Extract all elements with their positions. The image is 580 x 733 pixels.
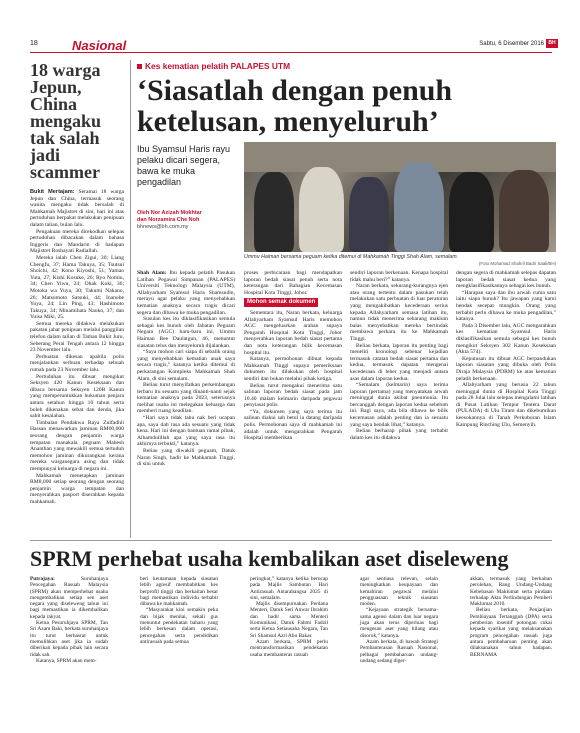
- kicker-text: Kes kematian pelatih PALAPES UTM: [145, 61, 291, 71]
- paragraph-text: akkan, termasuk yang berkaitan perolehan, Rang Undang-Undang Kebebasan Maklumat serta pindaan terhadap Akta Perlindungan Pemberi Maklumat 2010.: [470, 576, 552, 608]
- paragraph: [244, 310, 342, 356]
- paragraph: [137, 270, 235, 316]
- paragraph: [350, 343, 448, 383]
- paragraph: [250, 639, 328, 658]
- dateline: Bukit Mertajam:: [30, 189, 75, 195]
- paragraph: [250, 601, 328, 639]
- paragraph-text: Suruhanjaya Pencegahan Rasuah Malaysia (SPRM) akan memperhebat usaha mengembalikan setiap sen aset negara yang diseleweng tahun ini bagi memastikan ia dikembalikan kepada rakyat.: [30, 576, 108, 620]
- paragraph-text: Azam berkata, SPRM perlu mentransformasikan pendekatan usaha membanteras rasuah: [250, 638, 328, 658]
- byline-author-2: dan Norzamira Che Noh: [137, 216, 200, 223]
- page-header: [0, 0, 580, 53]
- paragraph-text: sendiri laporan berkenaan. Kenapa hospital tidak mahu beri?” katanya.: [350, 270, 448, 283]
- paragraph-text: Azam berkata, di bawah Strategi Pembanterasan Rasuah Nasional, pelbagai pembaharuan undang-undang sedang diger-: [360, 638, 438, 664]
- bottom-story-column-2: [140, 576, 218, 645]
- paragraph-text: Seramai 18 warga Jepun dan China, termasuk seorang wanita mengaku tidak bersalah di Mahkamah Majistret di sini, hari ini atas pertuduhan berpakat melakukan penipuan dalam talian, bulan lalu.: [30, 189, 125, 228]
- paragraph-text: Pada 3 Disember lalu, AGC mengarahkan kes kematian Syamsul Haris diklasifikasikan semula sebagai kes bunuh mengikut Seksyen 302 Kanun Keseksaan (Akta 574).: [456, 322, 556, 356]
- main-story-kicker: [137, 61, 290, 71]
- subheading: Mohon semak dokumen: [244, 298, 318, 307]
- paragraph-text: Pengakuan mereka direkodkan selepas pertuduhan dibacakan dalam bahasa Inggeris dan Mandarin di hadapan Majistret Roshayati Radiallah.: [30, 228, 124, 255]
- paragraph: [360, 576, 438, 607]
- main-story-column-4: [456, 270, 556, 428]
- paragraph: [456, 382, 556, 428]
- paragraph-text: Semua mereka didakwa melakukan pakatan jahat penipuan melalui panggilan telefon dalam talian di Taman Bukit Juru, Seberang Perai Tengah antara 12 hingga 23 November lalu.: [30, 320, 124, 354]
- paragraph-text: peringkat,” katanya ketika berucap pada Majlis Sambutan Hari Antirasuah Antarabangsa 2025 di sini, semalam.: [250, 576, 328, 601]
- paragraph: [137, 316, 235, 349]
- main-story-deck: Ibu Syamsul Haris rayu pelaku dicari segera, bawa ke muka pengadilan: [137, 144, 231, 187]
- paragraph-text: Mahkamah menetapkan jaminan RM8,000 setiap seorang dengan seorang penjamin warga tempatan dan menyerahkan pasport diserahkan kepada mahkamah.: [30, 472, 124, 505]
- paragraph-text: Ketua Pesuruhjaya SPRM, Tan Sri Azam Baki, berkata suruhanjaya itu turut berhasrat untuk memulihkan aset jika ia sudah diberikan kepada pihak lain secara tidak sah.: [30, 620, 108, 658]
- paragraph-text: Allahyarham yang berusia 22 tahun meninggal dunia di Hospital Kota Tinggi pada 28 Julai lalu selepas mengalami latihan di Pusat Latihan Tempur Tentera Darat (PULADA) di Ulu Tiram dan dikebumikan keesokannya di Tanah Perkuburan Islam Kampung Rinching Ulu, Semenyih.: [456, 382, 556, 428]
- main-story-column-2: [244, 270, 342, 442]
- paragraph-text: Perbuatan dikesan apabila polis menjalankan serbuan terhadap sebuah rumah pada 23 November lalu.: [30, 353, 124, 374]
- left-story: [30, 62, 124, 506]
- paragraph: [30, 189, 124, 229]
- header-divider: [30, 52, 552, 53]
- paragraph: [30, 229, 124, 255]
- paragraph-text: “Hari saya tidak tahu nak beri ucapan apa, saya dah rasa ada sesuatu yang tidak kena. Hari ini dengan bantuan ramai pihak, Alhamdulillah apa yang saya rasa itu akhirnya terbukti,” katanya.: [137, 415, 235, 448]
- photo-figure: [299, 167, 344, 252]
- paragraph: [140, 576, 218, 607]
- photo-caption: Ummu Haiman bersama peguam ketika ditemui di Mahkamah Tinggi Shah Alam, semalam.: [244, 254, 459, 260]
- paragraph: [456, 323, 556, 356]
- paragraph: [30, 255, 124, 321]
- paragraph-text: “Semalam (kelmarin) saya terima laporan (pertama) yang menyatakan arwah meninggal dunia akibat pneumonia. Itu bercanggah dengan laporan kedua sebelum ini. Bagi saya, ada bila dibawa ke bilik kecemasan adalah penting dan ia sesuatu yang saya hendak lihat,” katanya.: [350, 382, 448, 428]
- paragraph-text: Beliau yang diwakili peguam, Datuk Naran Singh, hadir ke Mahkamah Tinggi, di sini untuk: [137, 448, 235, 468]
- paragraph-text: beri keutamaan kepada siasatan lebih agresif membabitkan kes berprofil tinggi dan berkaitan besar bagi memastikan individu terbabit dibawa ke mahkamah.: [140, 576, 218, 608]
- page-number: 18: [30, 40, 38, 47]
- paragraph-text: “Harapan saya dan ibu arwah cuma satu iaitu siapa bunuh? Itu jawapan yang kami hendak secepat mungkin. Orang yang terbabit perlu dibawa ke muka pengadilan,” katanya.: [456, 289, 556, 323]
- paragraph: [244, 270, 342, 296]
- paragraph-text: Timbalan Pendakwa Raya Zulfadhli Hassan menawarkan jaminan RM60,000 seorang dengan penjamin warga tempatan manakala peguam Mahesh Ananthan yang mewakili semua tertuduh memohon jaminan dikurangkan kerana mereka warganegara asing dan tidak mempunyai keluarga di negara ini.: [30, 419, 124, 472]
- photo-credit: (Foto Mohamad Shahril Badri Saali/BH): [478, 261, 556, 266]
- bottom-story-column-5: [470, 576, 552, 658]
- photo-figure: [394, 162, 444, 252]
- paragraph-text: Katanya, permohonan dibuat kepada Mahkamah Tinggi supaya pemeriksaan dokumen itu dilakukan oleh hospital sendiri dan bukan melalui pihak ketiga.: [244, 356, 342, 382]
- paragraph: [30, 620, 108, 658]
- paragraph: [470, 607, 552, 657]
- paragraph: [250, 576, 328, 601]
- bottom-story-headline: SPRM perhebat usaha kembalikan aset diseleweng: [30, 546, 509, 571]
- paragraph-text: Sementara itu, Naran berkata, keluarga Allahyarham Syamsul Haris memohon AGC mengeluarkan arahan supaya Pengarah Hospital Kota Tinggi, Johor menyerahkan laporan bedah siasat pertama dan nota keterangan bilik kecemasan hospital itu.: [244, 309, 342, 356]
- bottom-story-column-3: [250, 576, 328, 658]
- photo-figure: [499, 170, 549, 252]
- paragraph: [30, 354, 124, 374]
- photo-figure: [349, 177, 389, 252]
- paragraph: [30, 473, 124, 506]
- paragraph: [360, 607, 438, 638]
- paragraph-text: Pertuduhan itu dibuat mengikut Seksyen 420 Kanun Keseksaan dan dibaca bersama Seksyen 120B Kanun yang memperuntukkan hukuman penjara antara setahun hingga 10 tahun serta boleh dikenakan sebat dan denda, jika sabit kesalahan.: [30, 373, 124, 420]
- paragraph: [244, 356, 342, 382]
- bottom-divider: [30, 540, 552, 541]
- main-story-headline: ‘Siasatlah dengan penuh ketelusan, menyeluruh’: [137, 74, 453, 138]
- photo-figure: [254, 172, 294, 252]
- paragraph: [350, 270, 448, 283]
- paragraph: [350, 428, 448, 441]
- paragraph-text: proses perbicaraan bagi mendapatkan laporan bedah siasat penuh serta nota keterangan dari Bahagian Kecemasan Hospital Kota Tinggi, Johor.: [244, 270, 342, 296]
- paragraph: [30, 658, 108, 664]
- paragraph-text: Keputusan itu dibuat AGC berpandukan laporan siasatan yang dibuka oleh Polis Diraja Malaysia (PDRM) ke atas kematian pelatih berkenaan.: [456, 355, 556, 382]
- paragraph: [30, 576, 108, 620]
- paragraph-text: Beliau turut menyifatkan perkembangan terbaru itu sesuatu yang dinanti-nanti sejak kematian anaknya pada 2023, seterusnya melihat usaha ini melegakan keluarga dan memberi ruang keadilan.: [137, 382, 235, 415]
- kicker-square-icon: [137, 64, 142, 69]
- issue-date: Sabtu, 6 Disember 2016: [479, 41, 544, 47]
- paragraph: [137, 415, 235, 448]
- left-story-headline: 18 warga Jepun, China mengaku tak salah jadi scammer: [30, 60, 102, 182]
- bh-logo: BH: [546, 39, 558, 48]
- paragraph: [350, 283, 448, 342]
- bottom-story-column-4: [360, 576, 438, 664]
- paragraph: [30, 374, 124, 420]
- paragraph-text: Beliau berkata, laporan itu penting bagi meneliti kronologi sebenar kejadian termasuk catatan bedah siasat pertama dan kedua, termasuk dapatan mengenai kecederaan di leher yang menjadi antara asas dalam laporan kedua.: [350, 342, 448, 382]
- paragraph: [244, 383, 342, 409]
- column-divider: [130, 60, 131, 538]
- dateline: Shah Alam:: [137, 270, 167, 276]
- paragraph-text: Majlis disempurnakan Perdana Menteri, Datuk Seri Anwar Ibrahim dan hadir sama Menteri Komunikasi, Datuk Fahmi Fadzil serta Ketua Setiausaha Negara, Tan Sri Shamsul Azri Abu Bakar.: [250, 601, 328, 639]
- paragraph: [470, 576, 552, 607]
- main-story-byline: [137, 210, 237, 230]
- paragraph-text: Susulan kes itu diklasifikasikan semula sebagai kes bunuh oleh Jabatan Peguam Negara (AGC) baru-baru ini, Ummu Haiman Bee Daulatgun, 46, menuntut siasatan telus dan menyeluruh dijalankan.: [137, 316, 235, 349]
- bottom-story-column-1: [30, 576, 108, 664]
- paragraph: [137, 382, 235, 415]
- paragraph-text: “Kejayaan strategik bersama-sama agensi dalam dan luar negara juga akan terus diperluas bagi mengesan aset yang hilang atau disorok,” katanya.: [360, 607, 438, 639]
- paragraph-text: dengan segera di mahkamah selepas dapatan laporan bedah siasat kedua yang mengklasifikasikannya sebagai kes bunuh.: [456, 270, 556, 290]
- paragraph-text: Mereka ialah Chen Zigui, 30; Liang Chengfu, 37; Hama Takuya, 35; Tsutsui Shoichi, 42; Kono Kiyoshi, 51; Yamao Yuta, 27; Kishi Kosuke, 26; Ryo Nomiu, 34; Chen Yiwu, 24; Ohak Koki, 36; Motoka wa Yuya, 30; Takumi Nakano, 26; Matsumoto Satsuki, 44; Inanobe Yuya, 24; Lin Ping, 43; Hashimoto Takuya, 34; Minamihata Naoko, 37; dan Yuisa Miki, 25.: [30, 254, 124, 321]
- paragraph-text: Naran berkata, sekurang-kurangnya ejen atau orang tertentu dalam pasukan telah melakukan satu perbuatan di luar peraturan yang mengakibatkan kecederaan serius kepada Allahyarham semasa latihan itu, namun tidak menerima sebarang maklum balas menyebabkan mereka bertindak membawa perkara itu ke Mahkamah Tinggi.: [350, 283, 448, 342]
- paragraph-text: Ibu kepada pelatih Pasukan Latihan Pegawai Simpanan (PALAPES) Universiti Teknologi Malaysia (UTM), Allahyarham Syamsul Haris Shamsudin, merayu agar pelaku yang menyebabkan kematian anaknya secara tragis dicari segera dan dibawa ke muka pengadilan.: [137, 270, 235, 316]
- main-story-column-3: [350, 270, 448, 441]
- paragraph: [137, 349, 235, 382]
- paragraph: [137, 448, 235, 468]
- paragraph-text: “Saya mohon cari siapa di sebalik orang yang menyebabkan kematian anak saya secara tragis,” katanya ketika ditemui di perkarangan Kompleks Mahkamah Shah Alam, di sini semalam.: [137, 349, 235, 382]
- paragraph-text: Beliau berkata, Penjanjian Pembiayaan Tertangguh (DPA) serta pemberian insentif potongan cukai kepada syarikat yang melaksanakan program pencegahan rasuah juga antara pembaharuan penting akan dilaksanakan tahun hadapan. BERNAMA: [470, 607, 552, 658]
- paragraph-text: Beliau berharap pihak yang terbabit dalam kes itu didakwa: [350, 428, 448, 441]
- photo-background: [244, 142, 556, 172]
- section-title: Nasional: [72, 38, 127, 53]
- main-story-column-1: [137, 270, 235, 468]
- left-story-body: [30, 189, 124, 506]
- paragraph: [140, 607, 218, 645]
- paragraph: [456, 270, 556, 290]
- paragraph-text: “Masyarakat kini semakin peka dan bijak menilai, sekali gus menuntut pendekatan baharu yang lebih berkesan dalam operasi, pencegahan serta pendidikan antirasuah pada semua: [140, 607, 218, 645]
- paragraph: [360, 639, 438, 664]
- paragraph: [350, 382, 448, 428]
- main-story-photo: [244, 142, 556, 252]
- paragraph-text: Katanya, SPRM akan mem-: [36, 657, 97, 664]
- paragraph: [456, 290, 556, 323]
- dateline: Putrajaya:: [30, 576, 55, 582]
- byline-email: bhnews@bh.com.my: [137, 223, 189, 230]
- paragraph: [30, 420, 124, 473]
- byline-author-1: Oleh Nor Azizah Mokhtar: [137, 210, 202, 216]
- paragraph-text: Beliau turut mengakui menerima satu salinan laporan bedah siasat pada jam 10.40 malam kelmarin daripada pegawai penyiasat polis.: [244, 382, 342, 409]
- paragraph-text: “Ya, dokumen yang saya terima itu salinan diakui sah betul ia datang daripada polis. Permohonan saya di mahkamah ini adalah untuk mengarahkan Pengarah Hospital memberikan: [244, 408, 342, 442]
- paragraph: [456, 356, 556, 382]
- photo-figure: [449, 172, 494, 252]
- paragraph: [30, 321, 124, 354]
- paragraph: [244, 409, 342, 442]
- paragraph-text: agar sentiasa relevan, selain meningkatkan keupayaan dan kemahiran pegawai melalui pengguasaan teknik siasatan moden.: [360, 576, 438, 608]
